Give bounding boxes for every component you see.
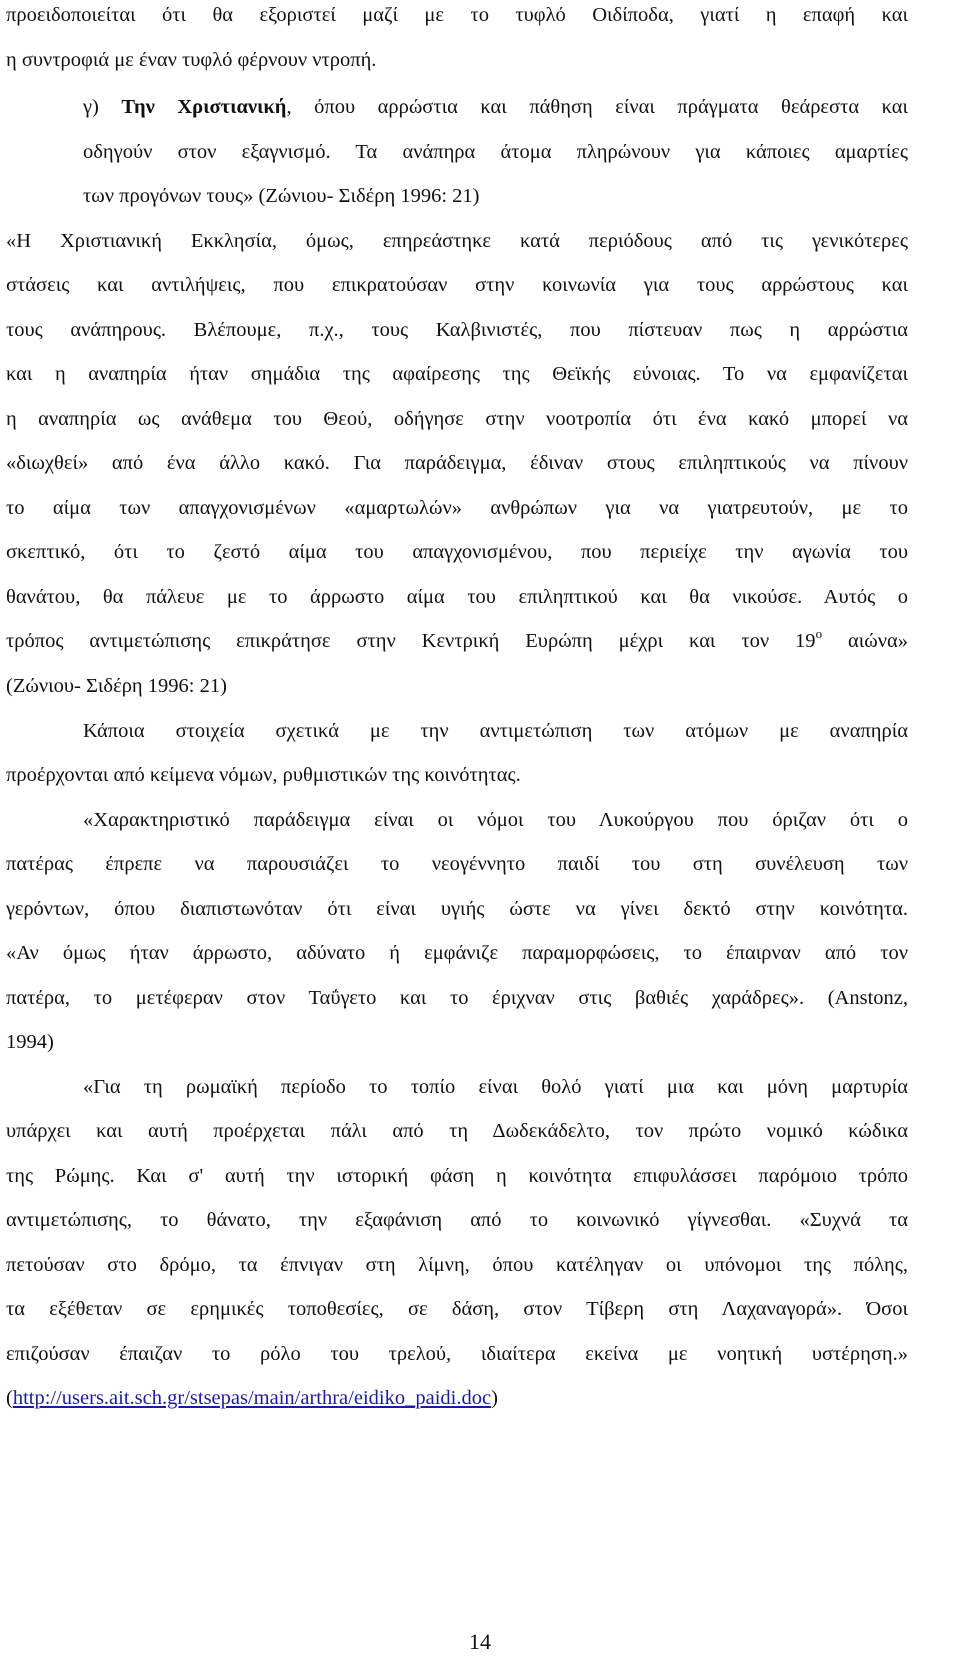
- text-line: «Αν όμως ήταν άρρωστο, αδύνατο ή εμφάνιζε παραμορφώσεις, το έπαιρναν από τον: [6, 942, 908, 964]
- text-line: στάσεις και αντιλήψεις, που επικρατούσαν στην κοινωνία για τους αρρώστους και: [6, 274, 908, 296]
- paren-open: (: [6, 1387, 13, 1409]
- text-line: αντιμετώπισης, το θάνατο, την εξαφάνιση από το κοινωνικό γίγνεσθαι. «Συχνά τα: [6, 1209, 908, 1231]
- text-line: πατέρα, το μετέφεραν στον Ταΰγετο και το έριχναν στις βαθιές χαράδρες». (Anstonz,: [6, 987, 908, 1009]
- text-line: επιζούσαν έπαιζαν το ρόλο του τρελού, ιδιαίτερα εκείνα με νοητική υστέρηση.»: [6, 1343, 908, 1365]
- text-span: , όπου αρρώστια και πάθηση είναι πράγματα θεάρεστα και: [286, 96, 909, 118]
- bold-term: Την Χριστιανική: [121, 96, 287, 118]
- text-line: η συντροφιά με έναν τυφλό φέρνουν ντροπή.: [6, 49, 377, 71]
- text-line: Κάποια στοιχεία σχετικά με την αντιμετώπιση των ατόμων με αναπηρία: [83, 720, 908, 742]
- text-line: [6, 626, 908, 656]
- text-line: οδηγούν στον εξαγνισμό. Τα ανάπηρα άτομα πληρώνουν για κάποιες αμαρτίες: [83, 141, 908, 163]
- text-line: και η αναπηρία ήταν σημάδια της αφαίρεσης της Θεϊκής εύνοιας. Το να εμφανίζεται: [6, 363, 908, 385]
- text-line: [83, 92, 908, 122]
- text-line: η αναπηρία ως ανάθεμα του Θεού, οδήγησε στην νοοτροπία ότι ένα κακό μπορεί να: [6, 408, 908, 430]
- text-line: «Χαρακτηριστικό παράδειγμα είναι οι νόμοι του Λυκούργου που όριζαν ότι ο: [83, 809, 908, 831]
- text-span: τρόπος αντιμετώπισης επικράτησε στην Κεντρική Ευρώπη μέχρι και τον 19: [6, 630, 816, 652]
- text-line: προειδοποιείται ότι θα εξοριστεί μαζί με το τυφλό Οιδίποδα, γιατί η επαφή και: [6, 4, 908, 26]
- citation: των προγόνων τους» (Ζώνιου- Σιδέρη 1996: 21): [83, 185, 480, 207]
- source-line: [6, 1383, 908, 1413]
- text-line: τα εξέθεταν σε ερημικές τοποθεσίες, σε δάση, στον Τίβερη στη Λαχαναγορά». Όσοι: [6, 1298, 908, 1320]
- text-line: πατέρας έπρεπε να παρουσιάζει το νεογέννητο παιδί του στη συνέλευση των: [6, 853, 908, 875]
- text-line: «διωχθεί» από ένα άλλο κακό. Για παράδειγμα, έδιναν στους επιληπτικούς να πίνουν: [6, 452, 908, 474]
- text-line: γερόντων, όπου διαπιστωνόταν ότι είναι υγιής ώστε να γίνει δεκτό στην κοινότητα.: [6, 898, 908, 920]
- text-line: της Ρώμης. Και σ' αυτή την ιστορική φάση η κοινότητα επιφυλάσσει παρόμοιο τρόπο: [6, 1165, 908, 1187]
- text-line: τους ανάπηρους. Βλέπουμε, π.χ., τους Καλβινιστές, που πίστευαν πως η αρρώστια: [6, 319, 908, 341]
- superscript: ο: [815, 626, 823, 641]
- citation: (Ζώνιου- Σιδέρη 1996: 21): [6, 675, 227, 697]
- list-marker: γ): [83, 96, 122, 118]
- text-span: αιώνα»: [822, 630, 908, 652]
- text-line: σκεπτικό, ότι το ζεστό αίμα του απαγχονισμένου, που περιείχε την αγωνία του: [6, 541, 908, 563]
- paren-close: ): [491, 1387, 498, 1409]
- text-line: πετούσαν στο δρόμο, τα έπνιγαν στη λίμνη, όπου κατέληγαν οι υπόνομοι της πόλης,: [6, 1254, 908, 1276]
- text-line: «Για τη ρωμαϊκή περίοδο το τοπίο είναι θολό γιατί μια και μόνη μαρτυρία: [83, 1076, 908, 1098]
- text-line: προέρχονται από κείμενα νόμων, ρυθμιστικών της κοινότητας.: [6, 764, 521, 786]
- text-line: το αίμα των απαγχονισμένων «αμαρτωλών» ανθρώπων για να γιατρευτούν, με το: [6, 497, 908, 519]
- source-link[interactable]: http://users.ait.sch.gr/stsepas/main/arthra/eidiko_paidi.doc: [12, 1387, 492, 1409]
- page-number: 14: [469, 1629, 491, 1654]
- text-line: «Η Χριστιανική Εκκλησία, όμως, επηρεάστηκε κατά περιόδους από τις γενικότερες: [6, 230, 908, 252]
- text-line: θανάτου, θα πάλευε με το άρρωστο αίμα του επιληπτικού και θα νικούσε. Αυτός ο: [6, 586, 908, 608]
- text-line: υπάρχει και αυτή προέρχεται πάλι από τη Δωδεκάδελτο, τον πρώτο νομικό κώδικα: [6, 1120, 908, 1142]
- citation: 1994): [6, 1031, 54, 1053]
